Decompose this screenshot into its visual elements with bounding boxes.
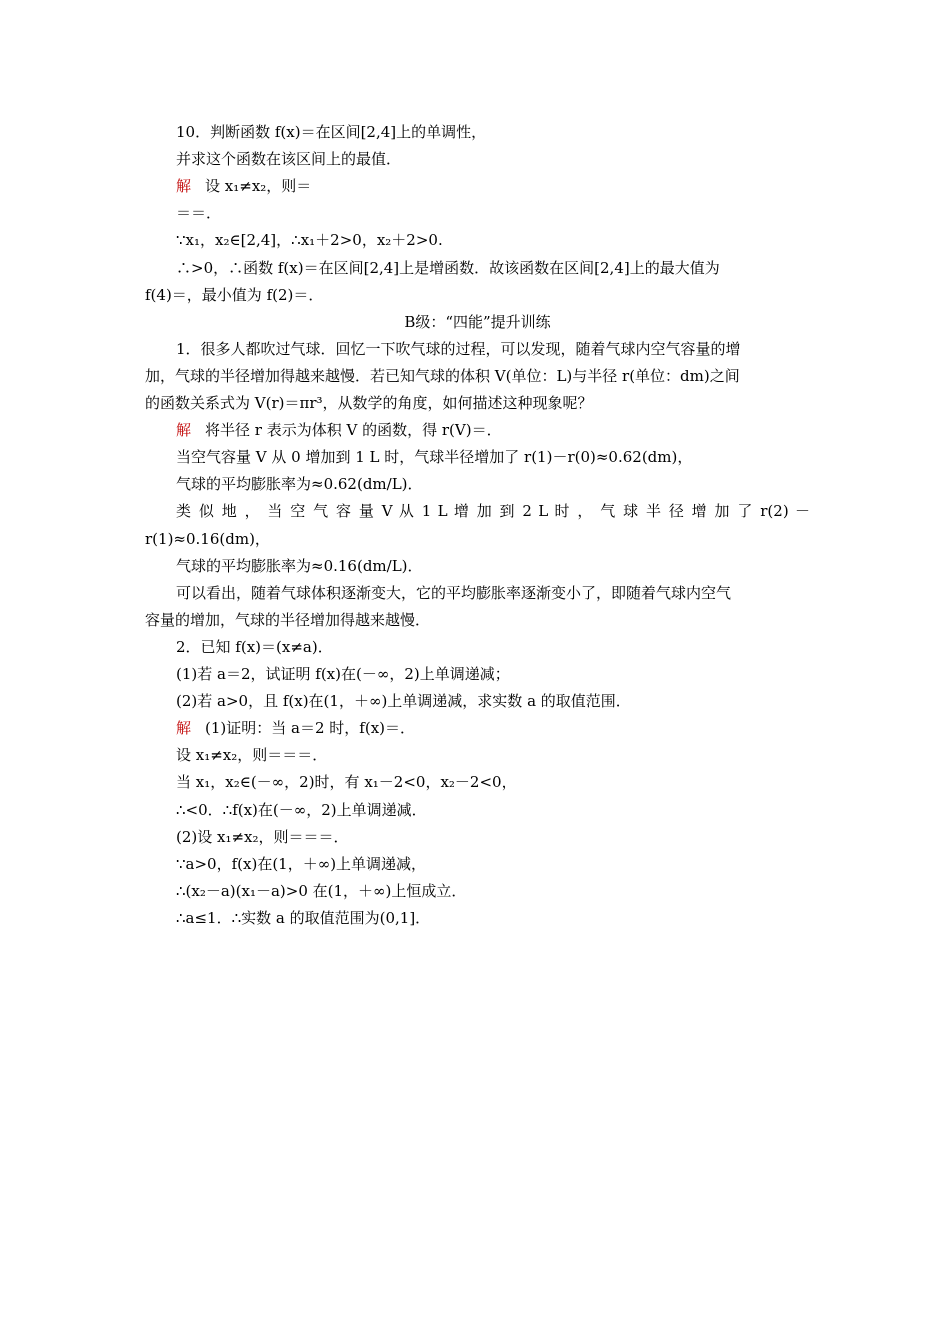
- line-text: 气球的平均膨胀率为≈0.16(dm/L)．: [176, 557, 423, 575]
- line-text: 2．已知 f(x)＝(x≠a)．: [176, 638, 333, 656]
- line-text: ＝＝．: [176, 204, 222, 222]
- text-line: [176, 230, 810, 250]
- text-line: [176, 122, 810, 142]
- line-text: 设 x₁≠x₂，则＝: [205, 177, 312, 195]
- text-line: [176, 691, 810, 711]
- text-line: [176, 474, 810, 494]
- line-text: 气球的平均膨胀率为≈0.62(dm/L)．: [176, 475, 423, 493]
- line-text: 加，气球的半径增加得越来越慢．若已知气球的体积 V(单位：L)与半径 r(单位：dm)之间: [145, 367, 740, 385]
- text-line: [176, 420, 810, 440]
- text-line: [176, 664, 810, 684]
- line-text: ∴<0．∴f(x)在(－∞，2)上单调递减．: [176, 801, 427, 819]
- text-line: [176, 908, 810, 928]
- line-text: ∵a>0，f(x)在(1，＋∞)上单调递减，: [176, 855, 427, 873]
- line-text: 容量的增加，气球的半径增加得越来越慢．: [145, 611, 431, 629]
- line-text: (1)若 a＝2，试证明 f(x)在(－∞，2)上单调递减；: [176, 665, 510, 683]
- text-line: [176, 149, 810, 169]
- line-text: 1．很多人都吹过气球．回忆一下吹气球的过程，可以发现，随着气球内空气容量的增: [176, 340, 741, 358]
- text-line: [176, 881, 810, 901]
- line-text: 将半径 r 表示为体积 V 的函数，得 r(V)＝．: [205, 421, 502, 439]
- text-line: [145, 529, 810, 549]
- line-text: (1)证明：当 a＝2 时，f(x)＝．: [205, 719, 416, 737]
- line-text: ∵x₁，x₂∈[2,4]，∴x₁＋2>0，x₂＋2>0.: [176, 231, 443, 249]
- line-text: f(4)＝，最小值为 f(2)＝．: [145, 286, 324, 304]
- text-line: [176, 800, 810, 820]
- line-text: (2)若 a>0，且 f(x)在(1，＋∞)上单调递减，求实数 a 的取值范围．: [176, 692, 631, 710]
- text-line: [145, 610, 810, 630]
- line-text: ∴(x₂－a)(x₁－a)>0 在(1，＋∞)上恒成立．: [176, 882, 467, 900]
- line-text: ∴a≤1．∴实数 a 的取值范围为(0,1]．: [176, 909, 431, 927]
- line-text: 的函数关系式为 V(r)＝πr³，从数学的角度，如何描述这种现象呢？: [145, 394, 593, 412]
- text-line: [145, 393, 810, 413]
- text-line: [176, 258, 810, 278]
- text-line: [145, 285, 810, 305]
- text-line: [176, 556, 810, 576]
- text-line: [176, 176, 810, 196]
- line-text: B级：“四能”提升训练: [404, 313, 551, 331]
- text-line: [145, 366, 810, 386]
- text-line: [176, 203, 810, 223]
- line-text: 10．判断函数 f(x)＝在区间[2,4]上的单调性，: [176, 123, 487, 141]
- text-line: [176, 339, 810, 359]
- line-text: 可以看出，随着气球体积逐渐变大，它的平均膨胀率逐渐变小了，即随着气球内空气: [176, 584, 732, 602]
- text-line: [176, 772, 810, 792]
- text-line: [176, 447, 810, 467]
- line-text: 类 似 地 ， 当 空 气 容 量 V 从 1 L 增 加 到 2 L 时 ， 气 球 半 径 增 加 了 r(2) －: [176, 502, 810, 520]
- line-text: (2)设 x₁≠x₂，则＝＝＝．: [176, 828, 349, 846]
- text-line: [176, 718, 810, 738]
- line-text: 并求这个函数在该区间上的最值．: [176, 150, 402, 168]
- text-line: [176, 583, 810, 603]
- solution-marker: 解: [176, 421, 192, 439]
- text-line: [176, 854, 810, 874]
- section-heading: [145, 312, 810, 332]
- line-text: 当 x₁，x₂∈(－∞，2)时，有 x₁－2<0，x₂－2<0，: [176, 773, 517, 791]
- text-line: [176, 501, 810, 521]
- line-text: ∴>0，∴函数 f(x)＝在区间[2,4]上是增函数．故该函数在区间[2,4]上的最大值为: [176, 259, 720, 277]
- solution-marker: 解: [176, 177, 192, 195]
- solution-marker: 解: [176, 719, 192, 737]
- text-line: [176, 637, 810, 657]
- text-line: [176, 827, 810, 847]
- line-text: 当空气容量 V 从 0 增加到 1 L 时，气球半径增加了 r(1)－r(0)≈0.62(dm)，: [176, 448, 693, 466]
- line-text: r(1)≈0.16(dm)，: [145, 530, 270, 548]
- text-line: [176, 745, 810, 765]
- line-text: 设 x₁≠x₂，则＝＝＝．: [176, 746, 328, 764]
